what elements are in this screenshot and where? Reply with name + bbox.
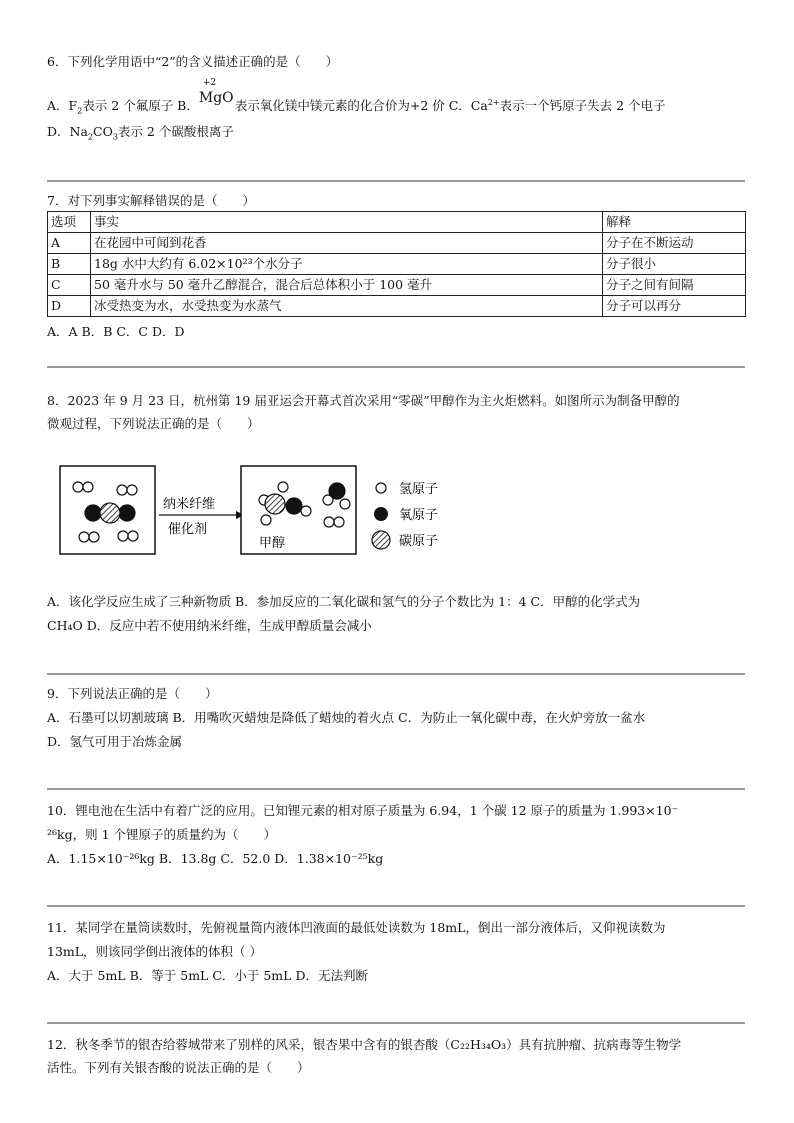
- q6-optA-suffix: 表示 2 个氟原子 B．: [82, 98, 199, 113]
- row-d-option: D: [48, 296, 91, 317]
- table-row: [48, 275, 746, 296]
- q7-stem: 7．对下列事实解释错误的是（ ）: [47, 193, 255, 208]
- q8-stem-line1: 8．2023 年 9 月 23 日，杭州第 19 届亚运会开幕式首次采用“零碳”甲醇作为主火炬燃料。如图所示为制备甲醇的: [47, 393, 680, 408]
- q10-stem-line1: 10．锂电池在生活中有着广泛的应用。已知锂元素的相对原子质量为 6.94，1 个碳 12 原子的质量为 1.993×10⁻: [47, 803, 679, 818]
- table-row: [48, 296, 746, 317]
- q6-options-line1: [47, 78, 666, 116]
- q8-options-line1: A．该化学反应生成了三种新物质 B．参加反应的二氧化碳和氢气的分子个数比为 1：4 C．甲醇的化学式为: [47, 594, 641, 609]
- q6-mgo-formula: [198, 78, 235, 110]
- q6-optA-sub: 2: [77, 106, 83, 116]
- q9-options-line1: A．石墨可以切割玻璃 B．用嘴吹灭蜡烛是降低了蜡烛的着火点 C．为防止一氧化碳中毒，在火炉旁放一盆水: [47, 710, 646, 725]
- q6-optD-sub1: 2: [87, 132, 94, 142]
- divider: [47, 366, 745, 368]
- row-d-fact: 冰受热变为水，水受热变为水蒸气: [91, 296, 603, 317]
- legend: [372, 482, 438, 549]
- legend-carbon: 碳原子: [399, 534, 439, 549]
- divider: [47, 673, 745, 675]
- q6-optB-suffix: 表示氧化镁中镁元素的化合价为+2 价 C．Ca: [234, 98, 488, 113]
- methanol-reaction-diagram: [58, 462, 458, 560]
- q6-optD-sub2: 3: [112, 132, 118, 142]
- header-option: 选项: [48, 212, 91, 233]
- q9-stem: 9．下列说法正确的是（ ）: [47, 686, 218, 701]
- table-header-row: [48, 212, 746, 233]
- carbon-dioxide-molecule-icon: [85, 503, 135, 523]
- header-explanation: 解释: [603, 212, 746, 233]
- row-a-explanation: 分子在不断运动: [603, 233, 746, 254]
- row-b-option: B: [48, 254, 91, 275]
- row-b-fact: 18g 水中大约有 6.02×10²³个水分子: [91, 254, 603, 275]
- q8-stem-line2: 微观过程，下列说法正确的是（ ）: [47, 416, 260, 431]
- methanol-label: 甲醇: [259, 536, 286, 551]
- q6-optA-prefix: A．F: [47, 98, 78, 113]
- divider: [47, 788, 745, 790]
- table-row: [48, 254, 746, 275]
- row-c-option: C: [48, 275, 91, 296]
- q6-ca-sup: 2+: [487, 97, 500, 107]
- row-d-explanation: 分子可以再分: [603, 296, 746, 317]
- mgo-text: MgO: [198, 90, 234, 106]
- q11-stem-line1: 11．某同学在量筒读数时，先俯视量筒内液体凹液面的最低处读数为 18mL，倒出一部分液体后，又仰视读数为: [47, 920, 666, 935]
- row-b-explanation: 分子很小: [603, 254, 746, 275]
- hydrogen-atom-icon: [376, 483, 386, 493]
- mgo-valence: +2: [202, 78, 217, 88]
- arrow-label-bottom: 催化剂: [168, 522, 208, 537]
- q6-options-line2: [47, 122, 234, 140]
- divider: [47, 180, 745, 182]
- q6-optC-suffix: 表示一个钙原子失去 2 个电子: [499, 98, 666, 113]
- q6-optD-prefix: D．Na: [47, 124, 88, 139]
- q12-stem-line1: 12．秋冬季节的银杏给蓉城带来了别样的风采，银杏果中含有的银杏酸（C₂₂H₃₄O₃）具有抗肿瘤、抗病毒等生物学: [47, 1037, 682, 1052]
- q10-stem-line2: ²⁶kg，则 1 个锂原子的质量约为（ ）: [47, 827, 276, 842]
- q10-options: A．1.15×10⁻²⁶kg B．13.8g C．52.0 D．1.38×10⁻²⁵kg: [47, 851, 384, 866]
- carbon-atom-icon: [372, 531, 390, 549]
- q11-options: A．大于 5mL B．等于 5mL C．小于 5mL D．无法判断: [47, 968, 368, 983]
- q7-options: A．A B．B C．C D．D: [47, 324, 185, 339]
- q6-optD-suffix: 表示 2 个碳酸根离子: [117, 124, 234, 139]
- q7-table: [47, 211, 746, 317]
- divider: [47, 1022, 745, 1024]
- q6-stem: 6．下列化学用语中“2”的含义描述正确的是（ ）: [47, 54, 339, 69]
- q12-stem-line2: 活性。下列有关银杏酸的说法正确的是（ ）: [47, 1060, 310, 1075]
- row-c-explanation: 分子之间有间隔: [603, 275, 746, 296]
- q6-optD-mid: CO: [93, 124, 113, 139]
- header-fact: 事实: [91, 212, 603, 233]
- row-a-fact: 在花园中可闻到花香: [91, 233, 603, 254]
- q9-options-line2: D．氢气可用于冶炼金属: [47, 734, 183, 749]
- q11-stem-line2: 13mL，则该同学倒出液体的体积（ ）: [47, 944, 263, 959]
- row-a-option: A: [48, 233, 91, 254]
- legend-oxygen: 氧原子: [399, 508, 439, 523]
- table-row: [48, 233, 746, 254]
- legend-hydrogen: 氢原子: [399, 482, 439, 497]
- q8-options-line2: CH₄O D．反应中若不使用纳米纤维，生成甲醇质量会减小: [47, 618, 372, 633]
- oxygen-atom-icon: [374, 507, 388, 521]
- row-c-fact: 50 毫升水与 50 毫升乙醇混合，混合后总体积小于 100 毫升: [91, 275, 603, 296]
- divider: [47, 905, 745, 907]
- arrow-label-top: 纳米纤维: [163, 497, 216, 512]
